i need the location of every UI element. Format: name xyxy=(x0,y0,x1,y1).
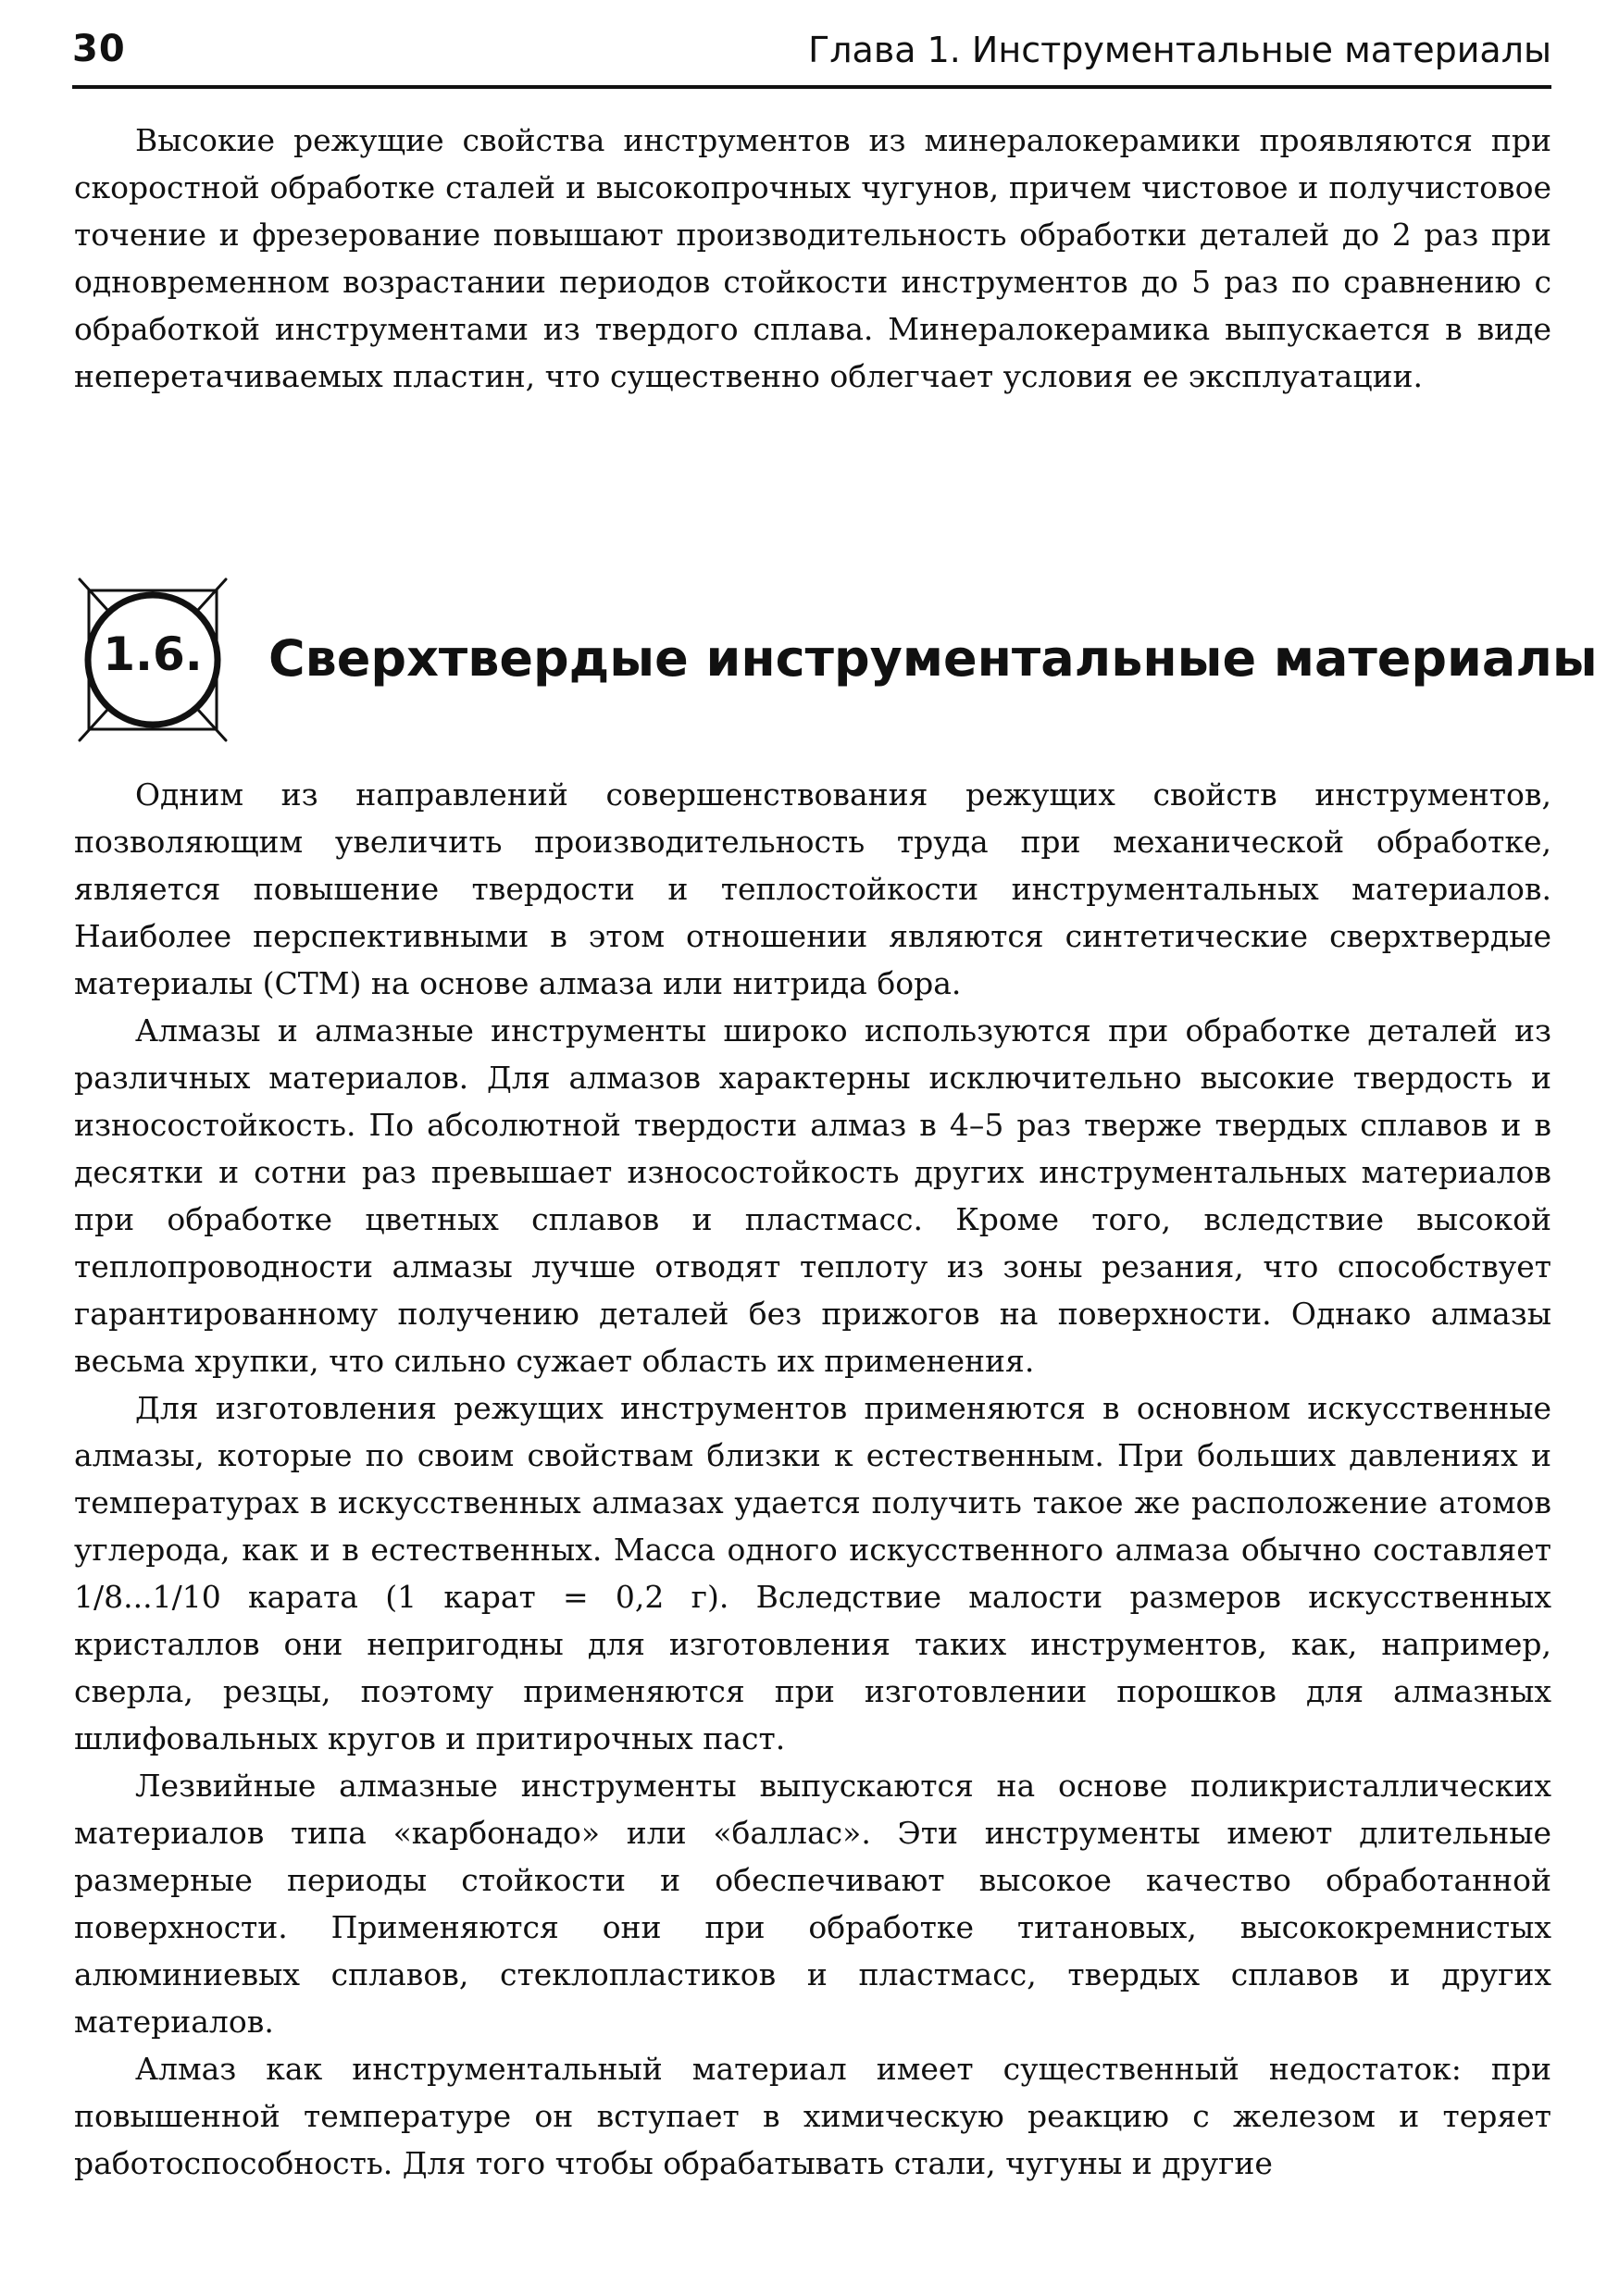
running-header xyxy=(72,19,1551,76)
paragraph: Лезвийные алмазные инструменты выпускаются на основе поликристаллических материалов типа «карбонадо» или «баллас». Эти инструменты имеют длительные размерные периоды стойкости и обеспечивают высокое качество обработанной поверхности. Применяются они при обработке титановых, высококремнистых алюминиевых сплавов, стеклопластиков и пластмасс, твердых сплавов и других материалов. xyxy=(74,1768,1551,2040)
section-number: 1.6. xyxy=(103,627,203,681)
paragraph: Для изготовления режущих инструментов применяются в основном искусственные алмазы, которые по своим свойствам близки к естественным. При больших давлениях и температурах в искусственных алмазах удается получить такое же расположение атомов углерода, как и в естественных. Масса одного искусственного алмаза обычно составляет 1/8...1/10 карата (1 карат = 0,2 г). Вследствие малости размеров искусственных кристаллов они непригодны для изготовления таких инструментов, как, например, сверла, резцы, поэтому применяются при изготовлении порошков для алмазных шлифовальных кругов и притирочных паст. xyxy=(74,1390,1551,1756)
paragraph: Алмаз как инструментальный материал имеет существенный недостаток: при повышенной температуре он вступает в химическую реакцию с железом и теряет работоспособность. Для того чтобы обрабатывать стали, чугуны и другие xyxy=(74,2051,1551,2181)
paragraph: Одним из направлений совершенствования режущих свойств инструментов, позволяющим увеличить производительность труда при механической обработке, является повышение твердости и теплостойкости инструментальных материалов. Наиболее перспективными в этом отношении являются синтетические сверхтвердые материалы (СТМ) на основе алмаза или нитрида бора. xyxy=(74,776,1551,1001)
header-rule xyxy=(72,85,1551,89)
paragraph: Алмазы и алмазные инструменты широко используются при обработке деталей из различных материалов. Для алмазов характерны исключительно высокие твердость и износостойкость. По абсолютной твердости алмаз в 4–5 раз тверже твердых сплавов и в десятки и сотни раз превышает износостойкость других инструментальных материалов при обработке цветных сплавов и пластмасс. Кроме того, вследствие высокой теплопроводности алмазы лучше отводят теплоту из зоны резания, что способствует гарантированному получению деталей без прижогов на поверхности. Однако алмазы весьма хрупки, что сильно сужает область их применения. xyxy=(74,1012,1551,1379)
page-number: 30 xyxy=(72,28,126,70)
running-title: Глава 1. Инструментальные материалы xyxy=(808,30,1551,70)
section-badge xyxy=(74,572,231,748)
intro-text xyxy=(74,117,1551,400)
section-heading xyxy=(74,572,1598,748)
section-title: Сверхтвердые инструментальные материалы xyxy=(268,629,1598,688)
section-body xyxy=(74,771,1551,2187)
paragraph: Высокие режущие свойства инструментов из минералокерамики проявляются при скоростной обработке сталей и высокопрочных чугунов, причем чистовое и получистовое точение и фрезерование повышают производительность обработки деталей до 2 раз при одновременном возрастании периодов стойкости инструментов до 5 раз по сравнению с обработкой инструментами из твердого сплава. Минералокерамика выпускается в виде неперетачиваемых пластин, что существенно облегчает условия ее эксплуатации. xyxy=(74,122,1551,394)
